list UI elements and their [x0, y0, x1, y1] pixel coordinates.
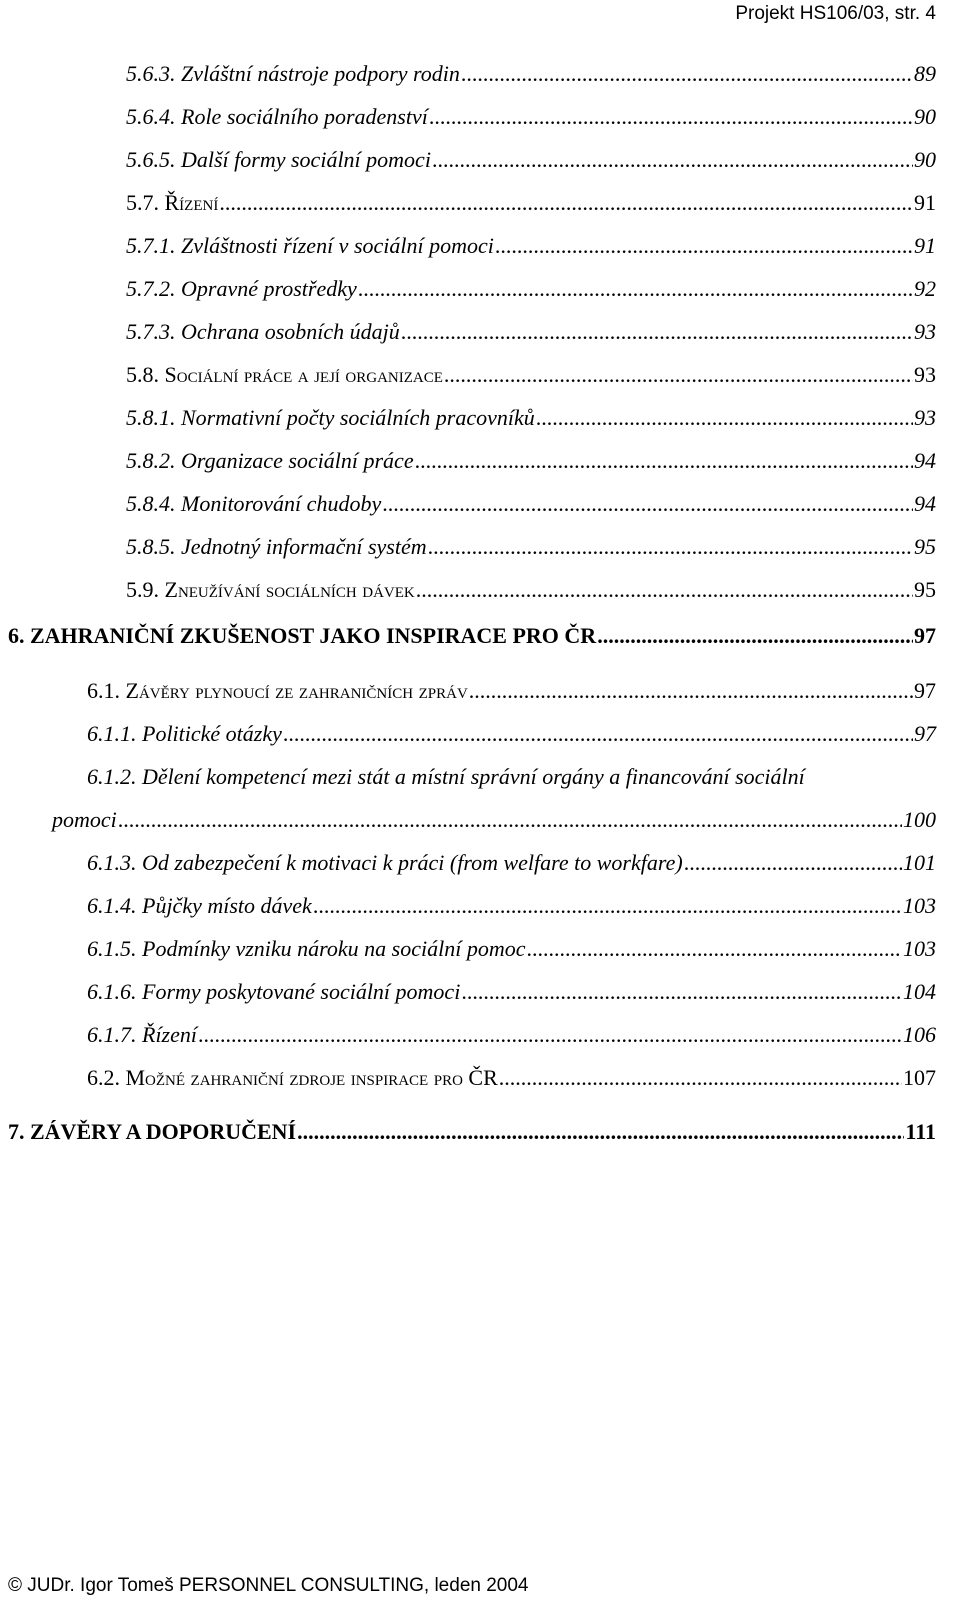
- toc-entry-label: 7. ZÁVĚRY A DOPORUČENÍ: [8, 1119, 297, 1144]
- toc-entry-label: 6.1.3. Od zabezpečení k motivaci k práci (from welfare to workfare): [87, 850, 683, 875]
- toc-entry-label: 5.7.1. Zvláštnosti řízení v sociální pomoci: [126, 233, 494, 258]
- toc-entry-page: 95: [914, 577, 936, 602]
- toc-entry[interactable]: [8, 622, 936, 650]
- toc-entry[interactable]: [126, 103, 936, 131]
- toc-entry-page: 94: [914, 491, 936, 516]
- toc-entry-page: 92: [914, 276, 936, 301]
- toc-entry[interactable]: [126, 146, 936, 174]
- toc-entry[interactable]: [126, 275, 936, 303]
- toc-entry-page: 103: [903, 936, 936, 961]
- toc-leader: [428, 533, 913, 561]
- toc-entry-page: 91: [914, 233, 936, 258]
- toc-entry-page: 89: [914, 61, 936, 86]
- toc-entry-label: 6.1.5. Podmínky vzniku nároku na sociální pomoc: [87, 936, 526, 961]
- toc-entry[interactable]: [87, 978, 936, 1006]
- toc-entry[interactable]: [52, 806, 936, 834]
- toc-entry[interactable]: [126, 576, 936, 604]
- toc-leader: [198, 1021, 902, 1049]
- toc-entry-label: 6.1.1. Politické otázky: [87, 721, 282, 746]
- toc-entry[interactable]: [126, 361, 936, 389]
- toc-leader: [597, 622, 913, 650]
- toc-entry-page: 97: [914, 623, 936, 648]
- toc-entry-label: 5.8. Sociální práce a její organizace: [126, 362, 443, 387]
- toc-entry-label-line1[interactable]: 6.1.2. Dělení kompetencí mezi stát a místní správní orgány a financování sociální: [87, 764, 805, 789]
- toc-entry-page: 97: [914, 678, 936, 703]
- toc-entry[interactable]: [87, 849, 936, 877]
- toc-entry-label: 5.6.4. Role sociálního poradenství: [126, 104, 428, 129]
- toc-entry-page: 93: [914, 362, 936, 387]
- toc-entry-label: 5.8.5. Jednotný informační systém: [126, 534, 427, 559]
- toc-entry-page: 100: [903, 807, 936, 832]
- toc-entry-label: 5.8.1. Normativní počty sociálních pracovníků: [126, 405, 535, 430]
- toc-entry-page: 107: [903, 1065, 936, 1090]
- toc-entry-label: 5.8.2. Organizace sociální práce: [126, 448, 414, 473]
- page-footer: © JUDr. Igor Tomeš PERSONNEL CONSULTING, leden 2004: [8, 1575, 529, 1596]
- toc-leader: [444, 361, 913, 389]
- toc-entry-page: 93: [914, 405, 936, 430]
- toc-entry[interactable]: [126, 60, 936, 88]
- toc-leader: [118, 806, 902, 834]
- toc-leader: [499, 1064, 902, 1092]
- toc-entry-label: 6.2. Možné zahraniční zdroje inspirace pro ČR: [87, 1065, 498, 1090]
- toc-leader: [536, 404, 913, 432]
- toc-entry-label: 5.8.4. Monitorování chudoby: [126, 491, 382, 516]
- toc-entry-page: 101: [903, 850, 936, 875]
- toc-entry[interactable]: [126, 490, 936, 518]
- toc-entry-label: 6.1.4. Půjčky místo dávek: [87, 893, 312, 918]
- toc-entry[interactable]: [8, 1118, 936, 1146]
- toc-leader: [432, 146, 913, 174]
- toc-leader: [461, 978, 902, 1006]
- toc-leader: [401, 318, 913, 346]
- toc-entry[interactable]: [126, 404, 936, 432]
- toc-entry[interactable]: [87, 892, 936, 920]
- toc-entry-page: 104: [903, 979, 936, 1004]
- toc-entry-label: 6.1.7. Řízení: [87, 1022, 197, 1047]
- toc-entry-label: 6. ZAHRANIČNÍ ZKUŠENOST JAKO INSPIRACE PRO ČR: [8, 623, 597, 648]
- toc-entry[interactable]: [87, 1021, 936, 1049]
- page-header: Projekt HS106/03, str. 4: [735, 3, 936, 24]
- toc-leader: [416, 576, 913, 604]
- toc-entry-label: 5.6.5. Další formy sociální pomoci: [126, 147, 431, 172]
- toc-leader: [527, 935, 903, 963]
- toc-leader: [297, 1118, 904, 1146]
- toc-entry-label: 5.6.3. Zvláštní nástroje podpory rodin: [126, 61, 460, 86]
- toc-entry-label: 5.7.2. Opravné prostředky: [126, 276, 357, 301]
- toc-leader: [461, 60, 913, 88]
- toc-entry[interactable]: [87, 720, 936, 748]
- toc-entry[interactable]: [126, 189, 936, 217]
- toc-leader: [495, 232, 913, 260]
- toc-entry[interactable]: [87, 1064, 936, 1092]
- toc-leader: [415, 447, 913, 475]
- toc-leader: [358, 275, 913, 303]
- toc-entry-page: 90: [914, 104, 936, 129]
- toc-entry-page: 103: [903, 893, 936, 918]
- toc-entry-page: 95: [914, 534, 936, 559]
- toc-entry-label: 5.7. Řízení: [126, 190, 219, 215]
- toc-leader: [469, 677, 913, 705]
- toc-entry-label: 5.9. Zneužívání sociálních dávek: [126, 577, 415, 602]
- toc-entry-label: 6.1. Závěry plynoucí ze zahraničních zpráv: [87, 678, 468, 703]
- toc-entry-page: 94: [914, 448, 936, 473]
- toc-entry-label-line2: pomoci: [52, 807, 117, 832]
- toc-entry-page: 111: [905, 1119, 936, 1144]
- toc-entry[interactable]: [87, 935, 936, 963]
- toc-leader: [219, 189, 913, 217]
- toc-entry[interactable]: [87, 677, 936, 705]
- toc-entry[interactable]: [126, 533, 936, 561]
- toc-entry-label: 6.1.6. Formy poskytované sociální pomoci: [87, 979, 461, 1004]
- toc-leader: [684, 849, 902, 877]
- toc-entry-page: 91: [914, 190, 936, 215]
- toc-leader: [283, 720, 913, 748]
- toc-entry[interactable]: [126, 232, 936, 260]
- toc-leader: [429, 103, 913, 131]
- toc-entry-page: 106: [903, 1022, 936, 1047]
- toc-leader: [313, 892, 902, 920]
- toc-entry[interactable]: [126, 447, 936, 475]
- toc-entry-label: 5.7.3. Ochrana osobních údajů: [126, 319, 400, 344]
- toc-entry[interactable]: [126, 318, 936, 346]
- toc-entry-page: 93: [914, 319, 936, 344]
- toc-leader: [382, 490, 913, 518]
- toc-entry-page: 90: [914, 147, 936, 172]
- toc-entry-page: 97: [914, 721, 936, 746]
